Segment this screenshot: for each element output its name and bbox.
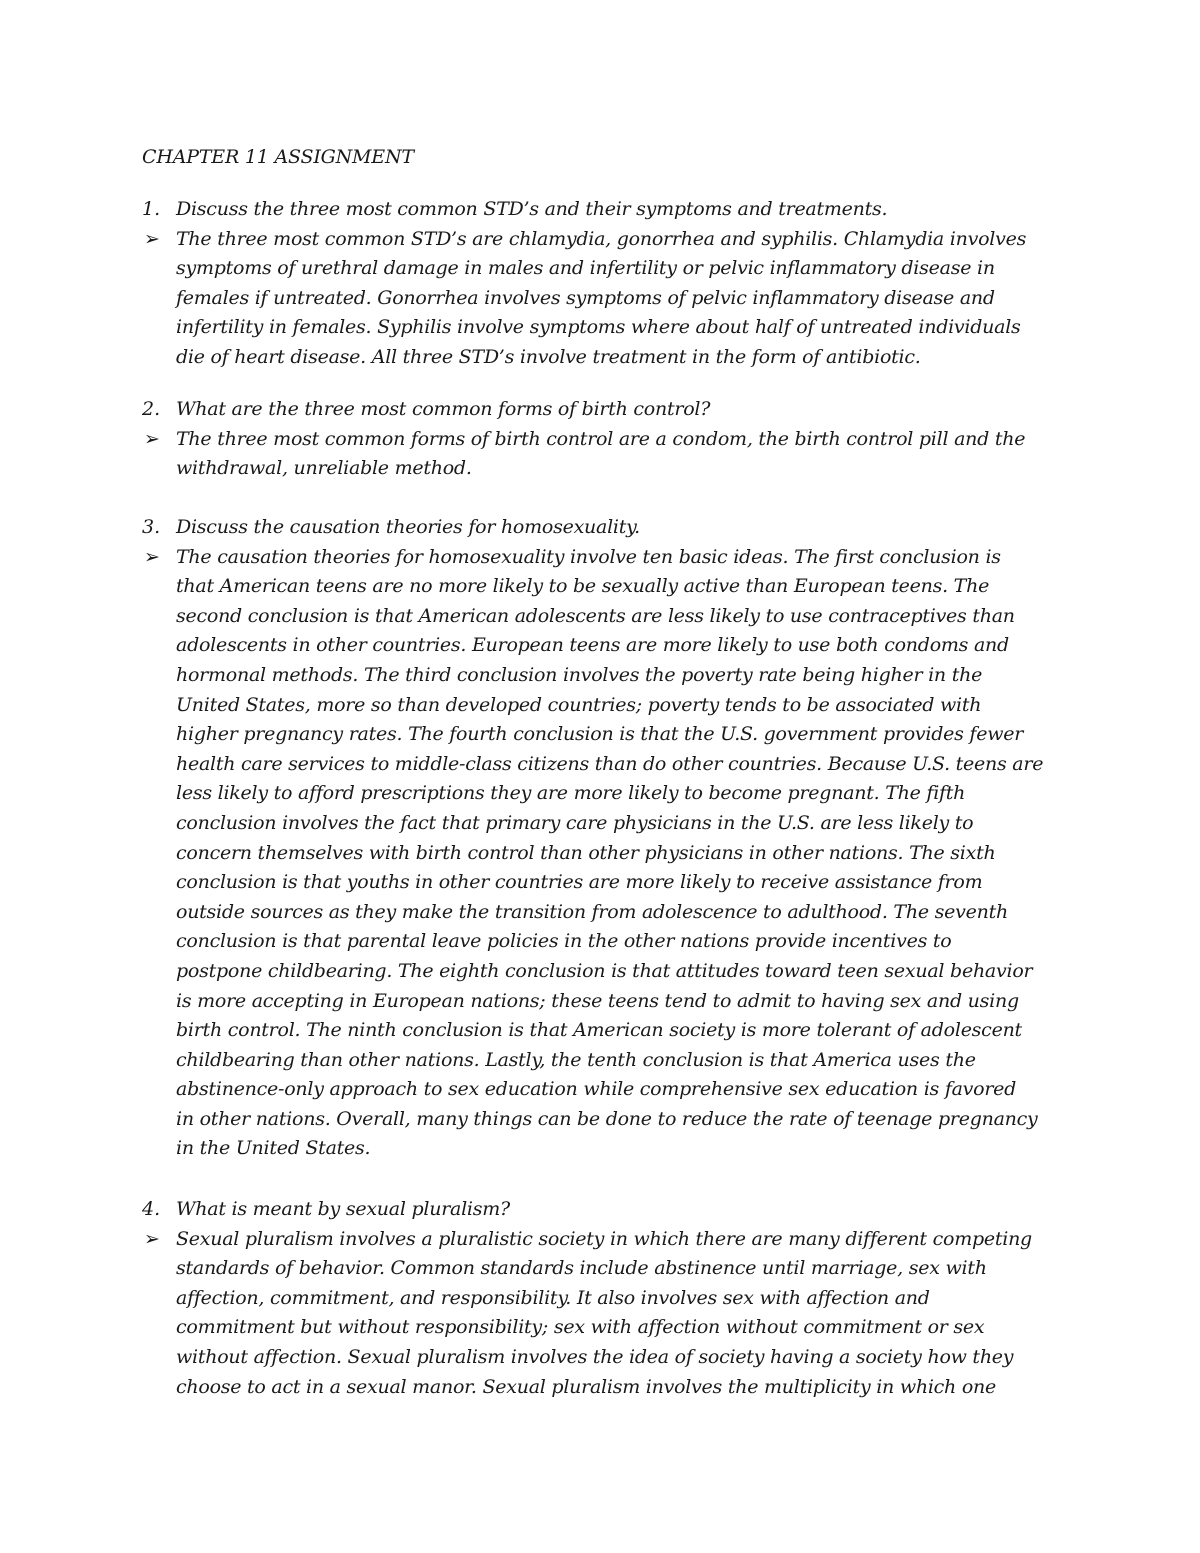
answer-line: in other nations. Overall, many things can be done to reduce the rate of teenage pregnancy [176,1107,1038,1130]
arrow-bullet-icon: ➢ [144,427,160,450]
question-text: Discuss the three most common STD’s and their symptoms and treatments. [176,198,888,220]
question-block-2 [142,395,1082,484]
question-number: 3. [142,516,161,538]
answer-line: in the United States. [176,1137,371,1160]
question-row [142,513,1082,543]
answer-line: The three most common STD’s are chlamydia, gonorrhea and syphilis. Chlamydia involves [176,227,1027,250]
answer-line: choose to act in a sexual manor. Sexual pluralism involves the multiplicity in which one [176,1375,996,1398]
question-text: What is meant by sexual pluralism? [176,1198,510,1220]
answer-line: is more accepting in European nations; these teens tend to admit to having sex and using [176,989,1019,1012]
answer-line: abstinence-only approach to sex education while comprehensive sex education is favored [176,1078,1017,1101]
question-block-4 [142,1195,1082,1402]
answer-line: conclusion is that parental leave policies in the other nations provide incentives to [176,930,952,953]
answer-line: symptoms of urethral damage in males and infertility or pelvic inflammatory disease in [176,257,995,280]
answer-line: health care services to middle-class citizens than do other countries. Because U.S. teens are [176,752,1044,775]
answer-line: less likely to afford prescriptions they are more likely to become pregnant. The fifth [176,782,966,805]
question-row [142,1195,1082,1225]
answer-line: withdrawal, unreliable method. [176,457,472,480]
question-row [142,395,1082,425]
question-number: 1. [142,198,161,220]
page-title: CHAPTER 11 ASSIGNMENT [142,146,414,168]
question-row [142,195,1082,225]
answer-text [176,425,1082,484]
answer-line: infertility in females. Syphilis involve symptoms where about half of untreated individuals [176,316,1021,339]
answer-line: without affection. Sexual pluralism involves the idea of society having a society how they [176,1345,1014,1368]
answer-row [142,1225,1082,1403]
answer-line: adolescents in other countries. European teens are more likely to use both condoms and [176,634,1009,657]
arrow-bullet-icon: ➢ [144,545,160,568]
answer-line: conclusion involves the fact that primary care physicians in the U.S. are less likely to [176,811,974,834]
answer-text [176,1225,1082,1403]
answer-line: second conclusion is that American adolescents are less likely to use contraceptives than [176,604,1015,627]
answer-row [142,225,1082,373]
answer-line: outside sources as they make the transition from adolescence to adulthood. The seventh [176,900,1008,923]
question-number: 2. [142,398,161,420]
answer-line: United States, more so than developed countries; poverty tends to be associated with [176,693,982,716]
arrow-bullet-icon: ➢ [144,1227,160,1250]
question-block-1 [142,195,1082,373]
answer-row [142,425,1082,484]
answer-line: Sexual pluralism involves a pluralistic society in which there are many different competing [176,1227,1032,1250]
answer-line: concern themselves with birth control than other physicians in other nations. The sixth [176,841,996,864]
answer-line: birth control. The ninth conclusion is that American society is more tolerant of adolescent [176,1019,1022,1042]
answer-line: standards of behavior. Common standards include abstinence until marriage, sex with [176,1257,987,1280]
answer-line: females if untreated. Gonorrhea involves symptoms of pelvic inflammatory disease and [176,286,995,309]
answer-line: The causation theories for homosexuality involve ten basic ideas. The first conclusion is [176,545,1001,568]
answer-line: die of heart disease. All three STD’s involve treatment in the form of antibiotic. [176,345,921,368]
answer-line: that American teens are no more likely to be sexually active than European teens. The [176,575,990,598]
answer-text [176,543,1082,1164]
answer-line: higher pregnancy rates. The fourth conclusion is that the U.S. government provides fewer [176,723,1024,746]
answer-text [176,225,1082,373]
answer-line: hormonal methods. The third conclusion involves the poverty rate being higher in the [176,663,983,686]
answer-line: childbearing than other nations. Lastly, the tenth conclusion is that America uses the [176,1048,976,1071]
arrow-bullet-icon: ➢ [144,227,160,250]
question-number: 4. [142,1198,161,1220]
answer-line: commitment but without responsibility; sex with affection without commitment or sex [176,1316,985,1339]
answer-line: affection, commitment, and responsibility. It also involves sex with affection and [176,1286,930,1309]
answer-line: The three most common forms of birth control are a condom, the birth control pill and the [176,427,1026,450]
question-block-3 [142,513,1082,1164]
question-text: Discuss the causation theories for homosexuality. [176,516,640,538]
answer-line: postpone childbearing. The eighth conclusion is that attitudes toward teen sexual behavior [176,959,1033,982]
answer-row [142,543,1082,1164]
question-text: What are the three most common forms of birth control? [176,398,711,420]
answer-line: conclusion is that youths in other countries are more likely to receive assistance from [176,871,983,894]
